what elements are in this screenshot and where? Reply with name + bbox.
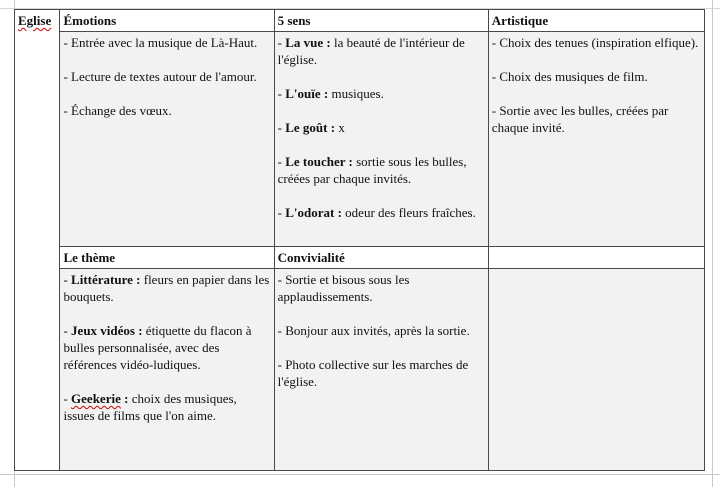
list-item: - Choix des tenues (inspiration elfique).: [491, 35, 699, 50]
list-item: - Échange des vœux.: [63, 103, 172, 118]
header-emotions: Émotions: [60, 10, 274, 32]
header-empty: [488, 247, 704, 269]
theme-term: Littérature :: [71, 272, 141, 287]
cell-convivialite: [274, 269, 488, 471]
table-row: [15, 32, 705, 247]
list-item: - Geekerie : choix des musiques, issues de films que l'on aime.: [63, 391, 237, 423]
list-item: - Jeux vidéos : étiquette du flacon à bulles personnalisée, avec des références vidéo-ludiques.: [63, 323, 252, 372]
cell-5-sens: [274, 32, 488, 247]
list-item: - Bonjour aux invités, après la sortie.: [277, 323, 470, 338]
list-item: - Choix des musiques de film.: [491, 69, 648, 84]
sense-term: L'ouïe :: [285, 86, 329, 101]
row-label: Eglise: [18, 13, 52, 28]
table-header-row: [15, 10, 705, 32]
list-item: - La vue : la beauté de l'intérieur de l'église.: [277, 35, 465, 67]
cell-le-theme: [60, 269, 274, 471]
list-item: - L'ouïe : musiques.: [277, 86, 384, 101]
list-item: - L'odorat : odeur des fleurs fraîches.: [277, 205, 476, 220]
planning-table: [14, 9, 705, 471]
list-item: - Le goût : x: [277, 120, 345, 135]
theme-term: Jeux vidéos :: [71, 323, 143, 338]
list-item: - Sortie et bisous sous les applaudissements.: [277, 272, 410, 304]
header-le-theme: Le thème: [60, 247, 274, 269]
table-subheader-row: [15, 247, 705, 269]
cell-empty: [488, 269, 704, 471]
sense-term: Le goût :: [285, 120, 336, 135]
page-right-margin-line: [712, 0, 713, 487]
table-row: [15, 269, 705, 471]
sense-term: La vue :: [285, 35, 331, 50]
list-item: - Littérature : fleurs en papier dans les bouquets.: [63, 272, 270, 304]
row-label-cell: [15, 10, 60, 471]
cell-artistique: [488, 32, 704, 247]
cell-emotions: [60, 32, 274, 247]
list-item: - Entrée avec la musique de Là-Haut.: [63, 35, 258, 50]
sense-term: Le toucher :: [285, 154, 353, 169]
header-artistique: Artistique: [488, 10, 704, 32]
list-item: - Sortie avec les bulles, créées par chaque invité.: [491, 103, 669, 135]
sense-term: L'odorat :: [285, 205, 342, 220]
list-item: - Photo collective sur les marches de l'église.: [277, 357, 469, 389]
header-5-sens: 5 sens: [274, 10, 488, 32]
header-convivialite: Convivialité: [274, 247, 488, 269]
theme-term: Geekerie: [71, 391, 121, 406]
page-bottom-line: [0, 474, 720, 475]
list-item: - Lecture de textes autour de l'amour.: [63, 69, 257, 84]
list-item: - Le toucher : sortie sous les bulles, créées par chaque invités.: [277, 154, 467, 186]
